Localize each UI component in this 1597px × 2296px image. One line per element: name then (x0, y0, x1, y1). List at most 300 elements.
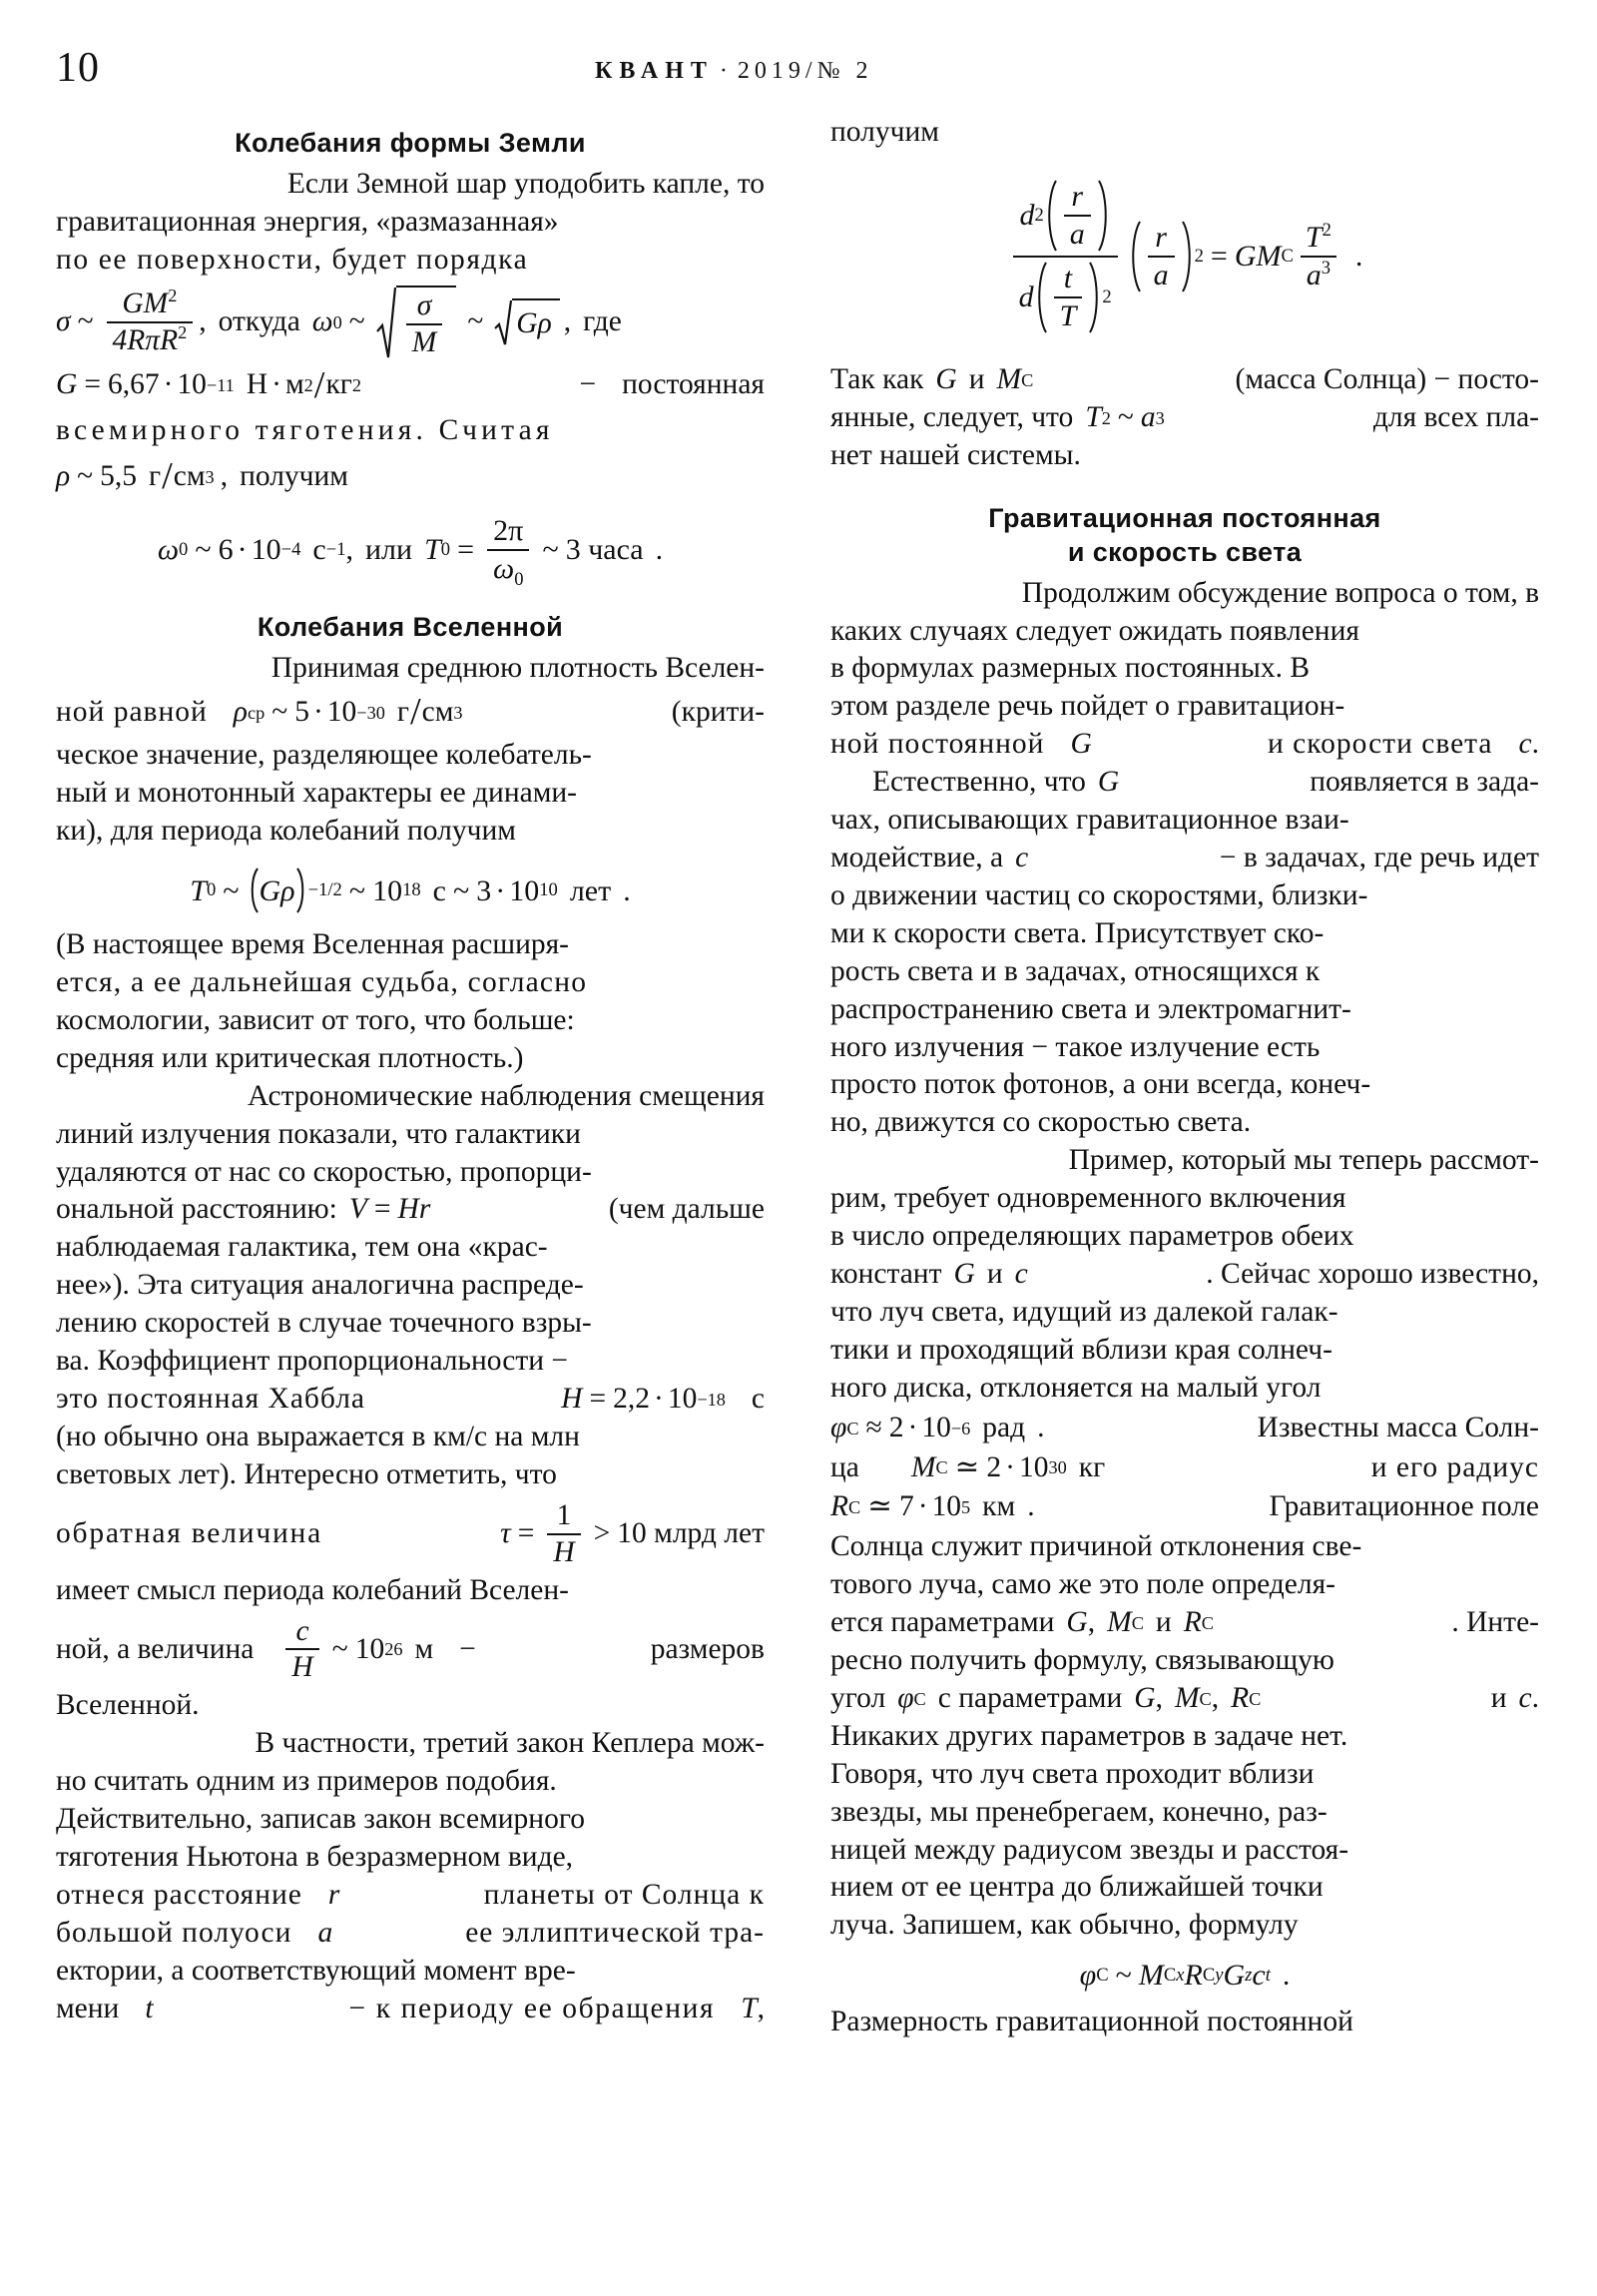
num-text: r (1155, 221, 1167, 255)
line-text: В частности, третий закон Кеплера мож- (255, 1727, 765, 1760)
paragraph-line: тяготения Ньютона в безразмерном виде, (56, 1841, 574, 1874)
paragraph-line (56, 204, 765, 242)
symbol-c: c (1252, 1959, 1266, 1993)
fraction-c-over-H (285, 1616, 318, 1684)
paragraph-line: Вселенной. (56, 1689, 200, 1722)
column-right (830, 110, 1539, 2041)
ten: 10 (354, 1632, 385, 1665)
period: . (623, 873, 631, 907)
op-tilde: ~ (271, 695, 288, 728)
line-text: Продолжим обсуждение вопроса о том, в (1021, 576, 1539, 609)
line-text: это постоянная Хаббла (56, 1382, 366, 1415)
fraction-denominator (487, 549, 529, 590)
line-text: ной равной (56, 695, 208, 728)
paragraph-line (56, 412, 765, 450)
fraction-denominator (547, 1533, 580, 1568)
fraction-2pi-over-omega (487, 514, 529, 590)
op-tilde-2: ~ (542, 533, 559, 567)
line-text: ной, а величина (56, 1632, 255, 1665)
formula-line-G-and-M: Так как G и M C (масса Солнца) − посто- (830, 361, 1539, 399)
paren-left (1128, 219, 1142, 294)
paren-left (1034, 260, 1048, 335)
formula-dimensional-ansatz: φ C ~ M C x R C y G z c t . (1079, 1959, 1291, 1993)
paragraph-line: ницей между радиусом звезды и расстоя- (830, 1833, 1349, 1866)
page-number: 10 (56, 45, 100, 91)
unit-second: с (312, 533, 326, 567)
op-greater-than: > (593, 1516, 611, 1549)
paragraph-line: ного излучения − такое излучение есть (830, 1030, 1321, 1063)
ten: 10 (931, 1490, 962, 1523)
line-text: модействие, а (830, 842, 1004, 873)
paragraph-line: о движении частиц со скоростями, близки- (830, 878, 1368, 911)
num-text: t (1063, 262, 1073, 295)
op-tilde: ~ (195, 533, 212, 567)
den-text: 4RπR (112, 323, 179, 356)
formula-hubble-time (56, 1500, 765, 1568)
symbol-G-rho: Gρ (259, 873, 295, 907)
paragraph-line: что луч света, идущий из далекой галак- (830, 1295, 1338, 1328)
den-text: ω (493, 551, 515, 585)
op-dot: · (907, 1411, 918, 1443)
paragraph-line (56, 166, 765, 204)
paren-right (1088, 260, 1102, 335)
unit-gram: г (149, 459, 162, 492)
line-tail: Известны масса Солн- (1257, 1411, 1539, 1443)
ten: 10 (177, 368, 207, 401)
paragraph-line: получим (830, 116, 939, 148)
line-text: обратная величина (56, 1516, 323, 1549)
unit-second: с (751, 1382, 765, 1415)
den-subscript: 0 (514, 568, 524, 590)
fraction-sigma-M (406, 290, 443, 358)
symbol-R: R (830, 1490, 849, 1523)
symbol-G: G (1097, 766, 1120, 799)
unit-newton: Н (246, 368, 268, 401)
paragraph-line: ресно получить формулу, связывающую (830, 1644, 1334, 1677)
formula-line-time-t-period-T (56, 1991, 765, 2028)
word-poluchim: получим (240, 459, 348, 492)
op-approx: ≃ (954, 1450, 980, 1483)
paragraph-line: чах, описывающих гравитационное взаи- (830, 804, 1349, 837)
paragraph-line: линий излучения показали, что галактики (56, 1117, 581, 1150)
ten: 10 (667, 1382, 698, 1415)
symbol-G: G (953, 1257, 975, 1290)
paren-right (1181, 219, 1195, 294)
ten: 10 (372, 873, 403, 907)
line-tail: планеты от Солнца к (483, 1878, 765, 1911)
unit-kilometer: км (982, 1490, 1016, 1523)
formula-line-field-parameters: ется параметрами G , M C и R C . Инте- (830, 1604, 1539, 1642)
value: 7 (898, 1490, 914, 1523)
op-slash: / (409, 691, 421, 734)
ten: 10 (326, 695, 357, 728)
paragraph-line (56, 650, 765, 688)
line-text: по ее поверхности, будет порядка (56, 243, 529, 276)
fraction-numerator (1149, 222, 1173, 256)
fraction-numerator (1065, 181, 1089, 215)
symbol-a: a (317, 1916, 333, 1949)
running-head (595, 58, 872, 85)
paragraph-line: рим, требует одновременного включения (830, 1182, 1346, 1215)
unit-kilogram: кг (1078, 1450, 1106, 1483)
fraction-denominator (285, 1648, 318, 1683)
radical-sign (494, 298, 512, 346)
fraction-denominator (1301, 256, 1336, 291)
dash: − (579, 368, 597, 401)
symbol-c: c (1518, 728, 1532, 761)
symbol-R: R (1231, 1681, 1250, 1714)
formula-line-angle-parameters: угол φ C с параметрами G , M C , R C и c . (830, 1680, 1539, 1718)
num-exponent: 2 (1322, 220, 1331, 242)
symbol-M: M (1138, 1959, 1164, 1993)
ten: 10 (251, 533, 281, 567)
line-text: Принимая среднюю плотность Вселен- (270, 652, 765, 685)
fraction-numerator (290, 1616, 315, 1649)
unit-radian: рад (982, 1411, 1026, 1443)
formula-line-T2-a3: янные, следует, что T 2 ~ a 3 для всех пла- (830, 399, 1539, 437)
line-text: гравитационная энергия, «размазанная» (56, 205, 559, 238)
column-left (56, 110, 765, 2041)
formula-line-constants-G-c (830, 1256, 1539, 1294)
ten-2: 10 (509, 873, 540, 907)
den-text: a (1306, 258, 1322, 291)
symbol-phi: φ (830, 1411, 847, 1443)
word-and: и (1155, 1606, 1172, 1639)
line-text: Пример, который мы теперь рассмот- (1068, 1144, 1539, 1177)
paren-left (247, 866, 260, 914)
formula-sigma-omega: σ ~ $\frac{GM^2}{4R\pi R^2}$ , откуда ω 0 ~ $\frac{\sigma}{M}$ ~ Gρ , где (56, 285, 622, 359)
paragraph-line: нее»). Эта ситуация аналогична распреде- (56, 1269, 584, 1302)
word-constant: постоянная (622, 368, 765, 401)
fraction-r-over-a-squared (1148, 222, 1175, 290)
paragraph-line: тового луча, само же это поле определя- (830, 1568, 1336, 1601)
formula-deflection-angle: φ C ≈ 2 · 10 −6 рад . Известны масса Солн- (830, 1410, 1539, 1447)
formula-line-semimajor-a (56, 1915, 765, 1953)
den-text: M (411, 326, 437, 359)
formula-density-earth: ρ ~ 5,5 г / см 3 , получим (56, 452, 765, 501)
symbol-tau: τ (500, 1516, 511, 1549)
fraction-denominator (1148, 256, 1175, 291)
op-dot: · (163, 368, 174, 401)
period: . (655, 533, 664, 567)
num-exponent: 2 (168, 285, 178, 305)
paragraph-line: но, движутся со скоростью света. (830, 1106, 1252, 1139)
formula-line-radius-r (56, 1877, 765, 1915)
line-text: ца (830, 1450, 859, 1483)
symbol-M: M (996, 362, 1022, 395)
paragraph-line: Говоря, что луч света проходит вблизи (830, 1757, 1315, 1790)
word-ili: или (365, 533, 413, 567)
paren-right (295, 866, 308, 914)
line-tail: Гравитационное поле (1269, 1490, 1539, 1523)
word-and: и (1490, 1681, 1507, 1714)
symbol-c: c (1014, 1257, 1028, 1290)
ten: 10 (921, 1411, 951, 1443)
formula-kepler-third-law: d 2 $\frac{r}{a}$ d $\frac{t}{T}$ 2 $\frac{r}{a}$ 2 = GM C $\frac{T^2}{a^3}$ . (830, 178, 1539, 335)
paragraph-line: звезды, мы пренебрегаем, конечно, раз- (830, 1795, 1328, 1828)
radicand (396, 286, 457, 359)
line-text: большой полуоси (56, 1916, 292, 1949)
line-text: Естественно, что (872, 766, 1086, 799)
symbol-Hr: Hr (397, 1193, 431, 1226)
symbol-a: a (1140, 400, 1156, 433)
paragraph-line: луча. Запишем, как обычно, формулу (830, 1909, 1299, 1942)
line-text: Так как (830, 362, 924, 395)
paragraph-line: космологии, зависит от того, что больше: (56, 1003, 575, 1036)
op-dot: · (1005, 1450, 1015, 1483)
op-tilde: ~ (77, 304, 94, 337)
line-tail: (крити- (671, 695, 765, 728)
line-tail: . Сейчас хорошо известно, (1206, 1257, 1539, 1290)
symbol-G: G (1070, 728, 1092, 761)
line-text: янные, следует, что (830, 400, 1074, 433)
comma-1: , (1155, 1681, 1163, 1714)
symbol-V: V (348, 1193, 367, 1226)
paragraph-line: в число определяющих параметров обеих (830, 1220, 1354, 1253)
paragraph-line: рость света и в задачах, относящихся к (830, 954, 1321, 987)
period: . (1027, 1490, 1035, 1523)
op-dot: · (495, 873, 506, 907)
value: 6 (218, 533, 234, 567)
paragraph-line: ми к скорости света. Присутствует ско- (830, 916, 1325, 949)
radical-sign (376, 286, 396, 359)
symbol-phi: φ (1079, 1959, 1097, 1993)
paragraph-line: ки), для периода колебаний получим (56, 815, 516, 848)
sqrt-sigma-over-M (376, 286, 457, 359)
op-dot: · (653, 1382, 664, 1415)
paragraph-line: (но обычно она выражается в км/с на млн (56, 1420, 580, 1452)
period: . (1531, 728, 1539, 761)
den-exponent: 3 (1321, 257, 1331, 279)
op-equals: = (589, 1382, 607, 1415)
op-approx: ≈ (865, 1411, 882, 1443)
fraction-numerator: 2π (493, 514, 524, 548)
op-equals: = (1210, 240, 1228, 274)
issue-label: 2019/№ 2 (737, 58, 873, 84)
paragraph-line: ектории, а соответствующий момент вре- (56, 1954, 576, 1987)
value-billion-years: 10 млрд лет (617, 1516, 765, 1549)
op-tilde-3: ~ (452, 873, 470, 907)
paragraph-line: лению скоростей в случае точечного взры- (56, 1307, 592, 1340)
paragraph-line: просто поток фотонов, а они всегда, конеч- (830, 1068, 1371, 1101)
radicand-text: Gρ (516, 307, 552, 340)
comma: , (345, 533, 353, 567)
paragraph-line: ный и монотонный характеры ее динами- (56, 777, 577, 810)
num-text: GM (122, 287, 169, 319)
symbol-t: t (145, 1992, 154, 2024)
comma: , (199, 304, 207, 337)
symbol-T: T (424, 533, 441, 567)
header-separator: · (719, 58, 732, 84)
comma: , (220, 459, 229, 492)
symbol-R: R (1183, 1606, 1202, 1639)
fraction-numerator (116, 285, 183, 321)
symbol-r: r (327, 1878, 340, 1911)
line-tail: появляется в зада- (1310, 766, 1539, 799)
value: 2 (986, 1450, 1002, 1483)
value-hours: 3 часа (565, 533, 644, 567)
symbol-omega: ω (311, 304, 333, 337)
line-text: Астрономические наблюдения смещения (247, 1079, 765, 1112)
op-tilde: ~ (1115, 1959, 1132, 1993)
unit-cm: см (421, 695, 454, 728)
paragraph-line: средняя или критическая плотность.) (56, 1041, 524, 1074)
paragraph-line: имеет смысл периода колебаний Вселен- (56, 1573, 569, 1606)
page-header (56, 40, 1541, 96)
fraction-denominator (1054, 296, 1083, 332)
den-text: a (1153, 258, 1169, 291)
paren-left (1044, 178, 1058, 254)
word-otkuda: откуда (218, 304, 300, 337)
two-column-body (56, 110, 1541, 2041)
formula-line-c-tasks (830, 840, 1539, 877)
fraction-denominator: d $\frac{t}{T}$ 2 (1013, 256, 1118, 335)
paragraph-line: нием от ее центра до ближайшей точки (830, 1871, 1324, 1904)
symbol-T: T (741, 1992, 758, 2024)
symbol-T: T (190, 873, 207, 907)
symbol-M: M (1174, 1681, 1200, 1714)
radicand (512, 298, 559, 346)
section-heading-oscillations-universe: Колебания Вселенной (257, 612, 564, 643)
value: 2 (888, 1411, 904, 1443)
fraction-numerator (1058, 263, 1078, 296)
paragraph-line: Размерность гравитационной постоянной (830, 2006, 1353, 2038)
period: . (1354, 240, 1363, 274)
symbol-c: c (1518, 1681, 1532, 1714)
word-and: и (986, 1257, 1003, 1290)
paragraph-line: ного диска, отклоняется на малый угол (830, 1371, 1322, 1404)
paragraph-line (56, 242, 765, 280)
formula-hubble-length: ной, а величина $\frac{c}{H}$ ~ 10 26 м − размеров (56, 1614, 765, 1684)
symbol-sigma: σ (56, 304, 71, 337)
symbol-M: M (1107, 1606, 1132, 1639)
unit-cm: см (173, 459, 206, 492)
paragraph-line: Действительно, записав закон всемирного (56, 1803, 585, 1836)
fraction-gravitational-energy (107, 285, 194, 356)
op-equals: = (373, 1193, 391, 1226)
den-text: T (1059, 298, 1077, 332)
value: 2,2 (613, 1382, 650, 1415)
symbol-R: R (1184, 1959, 1203, 1993)
period: . (1282, 1959, 1291, 1993)
heading-line-2: и скорость света (1067, 536, 1303, 567)
line-tail: − в задачах, где речь идет (1219, 842, 1539, 873)
unit-meter: м (414, 1632, 434, 1665)
op-tilde: ~ (1117, 400, 1134, 433)
paragraph-line (56, 1725, 765, 1763)
den-exponent: 2 (178, 321, 188, 342)
paragraph-line: ется, а ее дальнейшая судьба, согласно (56, 965, 588, 998)
value: 6,67 (107, 368, 160, 401)
op-tilde-2: ~ (348, 304, 365, 337)
value: 3 (476, 873, 492, 907)
op-tilde: ~ (331, 1632, 348, 1665)
symbol-phi: φ (897, 1681, 914, 1714)
line-tail: и его радиус (1370, 1450, 1539, 1483)
line-text-2: с параметрами (937, 1681, 1123, 1714)
line-tail: для всех пла- (1372, 400, 1539, 433)
paragraph-line (56, 1078, 765, 1116)
op-tilde-3: ~ (467, 304, 484, 337)
paragraph-line: ва. Коэффициент пропорциональности − (56, 1345, 569, 1378)
period: . (1037, 1411, 1045, 1443)
fraction-t-over-T (1054, 263, 1083, 331)
op-equals: = (517, 1516, 535, 1549)
paragraph-line: этом разделе речь пойдет о гравитацион- (830, 690, 1345, 723)
symbol-T: T (1085, 400, 1102, 433)
comma-2: , (563, 304, 572, 337)
num-text: σ (416, 289, 432, 322)
symbol-G: G (1223, 1959, 1246, 1993)
op-tilde: ~ (77, 459, 94, 492)
op-dot: · (237, 533, 248, 567)
formula-line-G-appears (830, 764, 1539, 802)
op-slash: / (162, 454, 173, 497)
line-tail: ее эллиптической тра- (465, 1916, 765, 1949)
formula-mean-density-universe: ной равной ρ ср ~ 5 · 10 −30 г / см 3 (крити- (56, 688, 765, 737)
dash: − (459, 1632, 476, 1665)
unit-years: лет (569, 873, 612, 907)
formula-hubble-constant: это постоянная Хаббла H = 2,2 · 10 −18 с (56, 1381, 765, 1419)
line-text: угол (830, 1681, 886, 1714)
symbol-G: G (56, 368, 78, 401)
line-tail: − к периоду ее обращения (348, 1992, 716, 2024)
paragraph-line: тики и проходящий вблизи края солнеч- (830, 1333, 1332, 1366)
paragraph-line: удаляются от нас со скоростью, пропорци- (56, 1155, 592, 1188)
paragraph-line: распространению света и электромагнит- (830, 992, 1351, 1025)
formula-gravitational-constant: G = 6,67 · 10 −11 Н · м 2 / кг 2 − постоянная (56, 361, 765, 410)
symbol-c: c (1015, 842, 1029, 873)
line-tail: . Инте- (1451, 1606, 1539, 1639)
period: . (1531, 1681, 1539, 1714)
word-and: и (968, 362, 985, 395)
op-dot-2: · (271, 368, 281, 401)
fraction-denominator (1064, 215, 1091, 251)
line-text: ональной расстоянию: (56, 1193, 337, 1226)
formula-line-G-and-c (830, 726, 1539, 764)
fraction-dimensionless-derivative (1013, 178, 1118, 335)
num-text: T (1305, 221, 1323, 255)
symbol-d: d (1019, 199, 1035, 233)
symbol-M: M (910, 1450, 936, 1483)
paragraph-line: Солнца служит причиной отклонения све- (830, 1530, 1362, 1563)
line-tail: (масса Солнца) − посто- (1235, 362, 1539, 395)
value: 5 (294, 695, 309, 728)
unit-second: с (432, 873, 446, 907)
paragraph-line: но считать одним из примеров подобия. (56, 1765, 557, 1798)
paragraph-line: наблюдаемая галактика, тем она «крас- (56, 1231, 548, 1264)
op-equals: = (457, 533, 474, 567)
unit-kilogram: кг (325, 368, 352, 401)
fraction-1-over-H (547, 1500, 580, 1568)
paragraph-line (830, 1142, 1539, 1180)
paragraph-line: каких случаях следует ожидать появления (830, 614, 1359, 647)
formula-solar-radius: R C ≃ 7 · 10 5 км . Гравитационное поле (830, 1488, 1539, 1526)
fraction-T2-over-a3 (1300, 222, 1337, 290)
num-text: r (1071, 180, 1084, 214)
line-tail: размеров (650, 1632, 765, 1665)
paragraph-line: (В настоящее время Вселенная расширя- (56, 928, 570, 961)
num-text: c (295, 1614, 309, 1647)
formula-universe-period: T 0 ~ Gρ −1/2 ~ 10 18 с ~ 3 · 10 10 лет . (56, 866, 765, 914)
fraction-numerator: d 2 $\frac{r}{a}$ (1013, 178, 1116, 256)
heading-line-1: Гравитационная постоянная (988, 502, 1381, 533)
journal-name: КВАНТ (595, 58, 714, 84)
den-text: H (553, 1535, 575, 1568)
line-tail: и скорости света (1268, 728, 1493, 761)
comma: , (757, 1992, 765, 2024)
symbol-rho: ρ (56, 459, 71, 492)
